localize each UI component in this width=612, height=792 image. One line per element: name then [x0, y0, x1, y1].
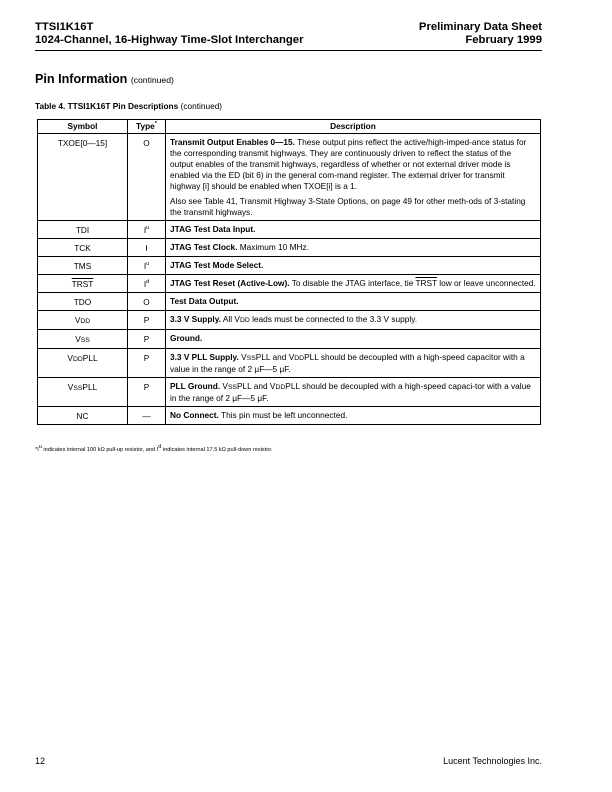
pin-symbol-base: V [74, 315, 81, 325]
pin-type-sup: u [146, 225, 150, 232]
pin-symbol-base: V [67, 382, 74, 392]
footnote-sup-1: u [38, 444, 42, 451]
pin-description [166, 221, 541, 239]
pin-type: — [128, 407, 166, 425]
pin-type: I [128, 239, 166, 257]
pin-symbol: TCK [38, 239, 128, 257]
company-name: Lucent Technologies Inc. [443, 756, 542, 766]
pin-type-sup: u [146, 261, 150, 268]
pin-description-extra: Also see Table 41, Transmit Highway 3-State Options, on page 49 for other meth-ods of 3-stating the transmit highways. [170, 196, 526, 217]
pin-symbol-tail: PLL [82, 382, 98, 392]
section-continued: (continued) [130, 75, 174, 85]
pin-symbol [38, 311, 128, 330]
pin-description-title: JTAG Test Clock. [170, 242, 238, 252]
pin-description-title: Ground. [170, 333, 203, 343]
pin-symbol [38, 330, 128, 349]
col-header-description: Description [166, 120, 541, 134]
pin-symbol: TMS [38, 257, 128, 275]
pin-symbol [38, 378, 128, 407]
pin-description-text: PLL and V [237, 381, 276, 391]
pin-description-text: This pin must be left unconnected. [218, 410, 348, 420]
pin-description-title: JTAG Test Reset (Active-Low). [170, 278, 290, 288]
pin-description [166, 311, 541, 330]
header-left [35, 21, 303, 47]
col-header-symbol: Symbol [38, 120, 128, 134]
pin-description [166, 407, 541, 425]
pin-description [166, 293, 541, 311]
header-rule [35, 50, 542, 51]
pin-description-text: All V [221, 314, 240, 324]
pin-description-text: These output pins reflect the active/high-imped-ance status for the corresponding transmit highways. They are continuously driven to reflect the status of the output enables of the transmit highways, regardless of whether or not external driver mode is enabled via the ED (bit 6) in the general com-mand register. The external driver for transmit highway [i] should be enabled when TXOE[i] is a 1. [170, 137, 527, 191]
pin-description [166, 275, 541, 293]
col-header-type-mark: * [154, 121, 157, 128]
table-footnote [35, 444, 273, 453]
doc-type: Preliminary Data Sheet [418, 21, 542, 33]
pin-symbol [38, 349, 128, 378]
pin-type [128, 221, 166, 239]
pin-symbol: TDI [38, 221, 128, 239]
pin-symbol-tail: PLL [82, 353, 98, 363]
pin-description-title: 3.3 V PLL Supply. [170, 352, 239, 362]
pin-type: P [128, 330, 166, 349]
pin-symbol-sub: DD [72, 356, 83, 363]
pin-description-title: JTAG Test Data Input. [170, 224, 256, 234]
pin-type: P [128, 349, 166, 378]
section-title [35, 72, 174, 86]
table-caption [35, 101, 222, 111]
pin-description-text: Maximum 10 MHz. [237, 242, 309, 252]
pin-description-title: PLL Ground. [170, 381, 221, 391]
table-row [38, 349, 541, 378]
pin-description [166, 134, 541, 221]
pin-type-sup: d [146, 279, 150, 286]
pin-symbol-base: V [75, 334, 81, 344]
pin-symbol-sub: SS [80, 337, 90, 344]
page-number: 12 [35, 756, 46, 766]
pin-type-base: I [143, 279, 147, 289]
footnote-text-1: indicates internal 100 kΩ pull-up resistor, and [41, 447, 157, 453]
table-row [38, 134, 541, 221]
table-row [38, 407, 541, 425]
pin-type [128, 257, 166, 275]
table-row [38, 311, 541, 330]
footnote-type-1: I [37, 447, 39, 453]
pin-type-base: I [143, 261, 147, 271]
table-caption-continued: (continued) [180, 101, 223, 111]
pin-description-text: PLL should be decoupled with a high-speed capaci-tor with a value in the range of 2 μF—5 μF. [170, 381, 531, 403]
col-header-type [128, 120, 166, 134]
table-row [38, 293, 541, 311]
pin-description-signal: TRST [415, 278, 437, 288]
pin-description-text: PLL should be decoupled with a high-speed capacitor with a value in the range of 2 μF—5 μF. [170, 352, 525, 374]
pin-type: P [128, 311, 166, 330]
pin-description [166, 239, 541, 257]
pin-description-text: V [220, 381, 228, 391]
pin-symbol-base: V [67, 353, 73, 363]
pin-descriptions-table [37, 119, 541, 425]
pin-type: O [128, 134, 166, 221]
doc-date: February 1999 [465, 34, 542, 46]
pin-type [128, 275, 166, 293]
table-row [38, 330, 541, 349]
pin-description [166, 378, 541, 407]
pin-type: P [128, 378, 166, 407]
table-caption-label: Table 4. TTSI1K16T Pin Descriptions [35, 101, 179, 111]
pin-symbol: TXOE[0—15] [38, 134, 128, 221]
pin-symbol [38, 275, 128, 293]
footnote-mark: * [35, 447, 38, 453]
pin-symbol: TDO [38, 293, 128, 311]
pin-description-text: PLL and V [255, 352, 295, 362]
pin-description-title: Transmit Output Enables 0—15. [170, 137, 295, 147]
pin-description-sub: DD [239, 317, 250, 324]
pin-description-text: low or leave unconnected. [436, 278, 536, 288]
table-row [38, 239, 541, 257]
part-number: TTSI1K16T [35, 21, 94, 33]
pin-description-sub: SS [227, 384, 238, 391]
pin-description-title: Test Data Output. [170, 296, 239, 306]
pin-description-sub: DD [275, 384, 286, 391]
pin-type: O [128, 293, 166, 311]
table-header-row [38, 120, 541, 134]
pin-description-title: JTAG Test Mode Select. [170, 260, 264, 270]
pin-symbol-sub: DD [80, 318, 91, 325]
pin-description-title: 3.3 V Supply. [170, 314, 222, 324]
footnote-sup-2: d [158, 444, 162, 451]
table-row [38, 221, 541, 239]
table-row [38, 275, 541, 293]
pin-description [166, 330, 541, 349]
pin-type-base: I [143, 225, 147, 235]
pin-description-text: To disable the JTAG interface, tie [289, 278, 416, 288]
pin-symbol-sub: SS [73, 385, 83, 392]
device-name: 1024-Channel, 16-Highway Time-Slot Interchanger [35, 34, 304, 46]
footnote-text-2: indicates internal 17.5 kΩ pull-down resistor. [161, 447, 273, 453]
table-row [38, 378, 541, 407]
pin-description-sub: DD [294, 355, 305, 362]
pin-description [166, 257, 541, 275]
pin-description-title: No Connect. [170, 410, 219, 420]
pin-symbol: NC [38, 407, 128, 425]
pin-symbol-text: TRST [71, 279, 94, 289]
col-header-type-text: Type [136, 121, 155, 131]
section-title-text: Pin Information [35, 72, 128, 86]
footnote-type-2: I [156, 447, 159, 453]
header-right [419, 21, 542, 47]
pin-description [166, 349, 541, 378]
pin-description-text: leads must be connected to the 3.3 V supply. [249, 314, 418, 324]
table-row [38, 257, 541, 275]
pin-description-sub: SS [246, 355, 256, 362]
pin-description-text: V [238, 352, 247, 362]
